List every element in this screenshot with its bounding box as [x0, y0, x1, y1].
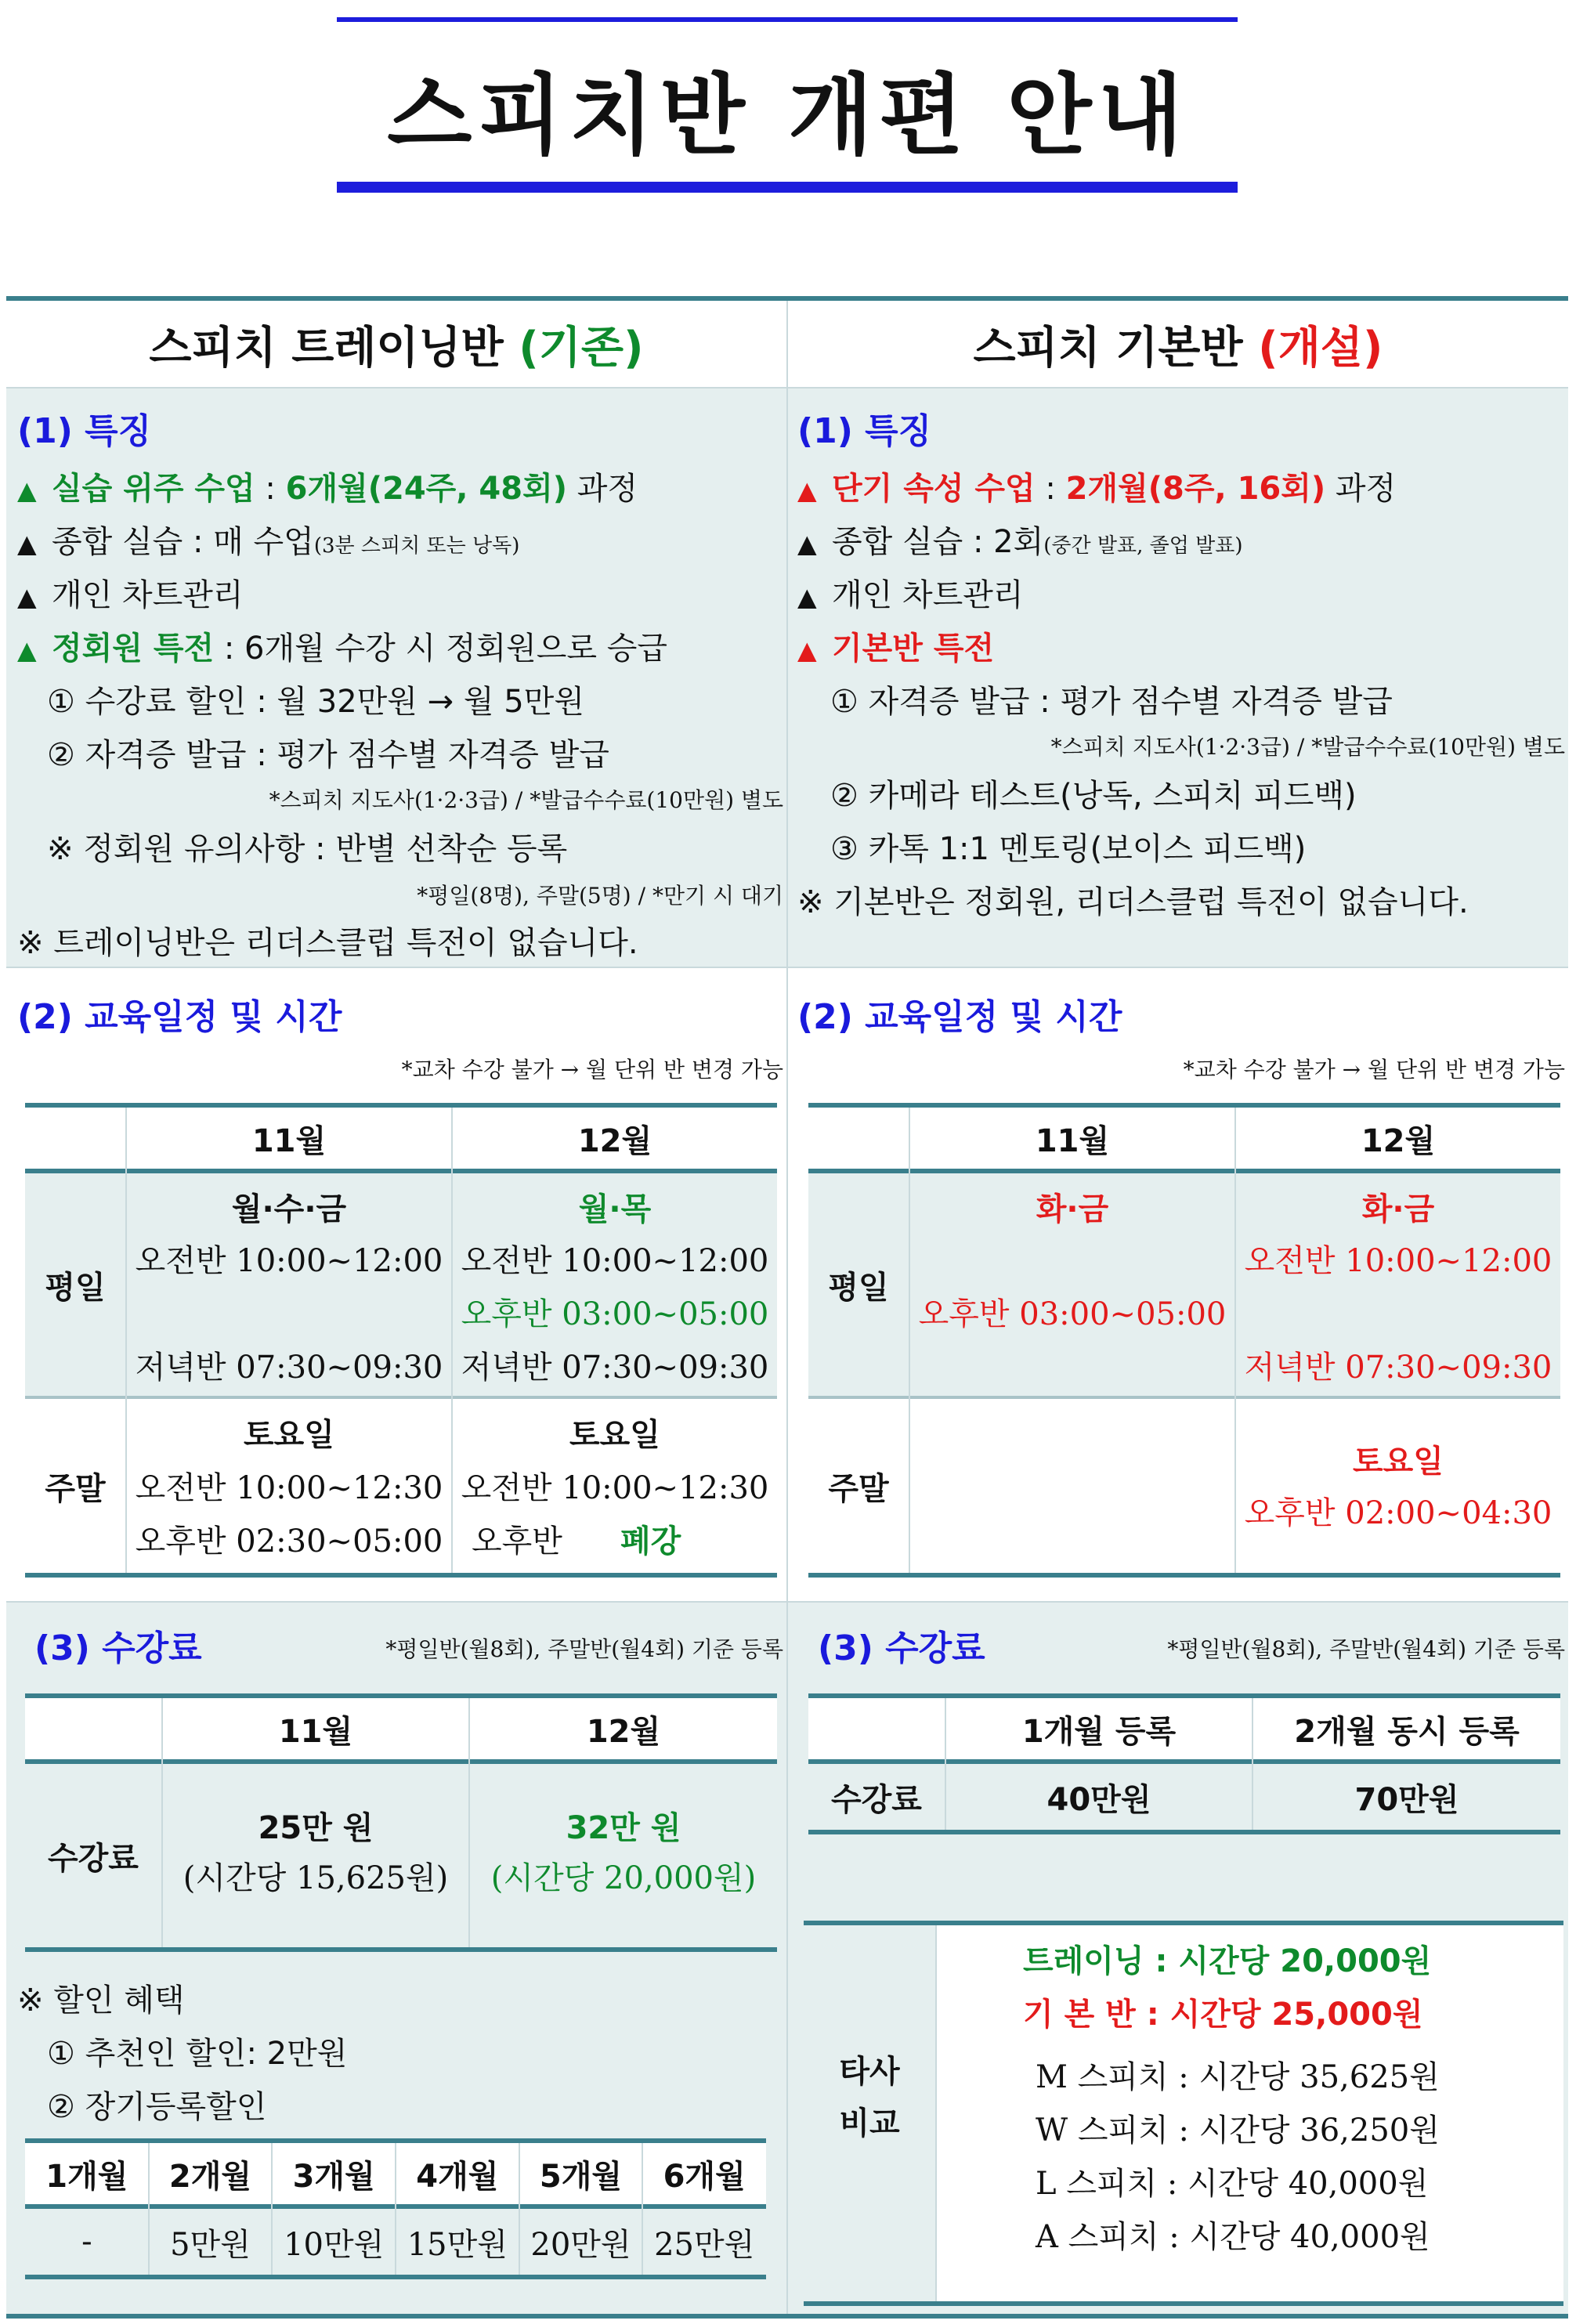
- fee-nov-cell: 25만 원 (시간당 15,625원): [183, 1810, 449, 1896]
- table-bottom-rule: [25, 2275, 766, 2279]
- triangle-up-icon: ▲: [17, 635, 37, 665]
- table-bottom-rule: [25, 1573, 777, 1578]
- triangle-up-icon: ▲: [17, 475, 37, 505]
- discount-value-cell: 20만원: [530, 2226, 631, 2263]
- discount-head-cell: 3개월: [292, 2158, 375, 2195]
- dec-weekend-cell: 토요일 오후반 02:00~04:30: [1244, 1444, 1553, 1531]
- column-divider: [786, 301, 788, 2314]
- left-feature-7: ※ 정회원 유의사항 : 반별 선착순 등록: [47, 831, 568, 867]
- discount-head-cell: 2개월: [168, 2158, 252, 2195]
- discount-value-cell: 5만원: [170, 2226, 251, 2263]
- table-col-line: [1234, 1108, 1236, 1573]
- fee-head-1m: 1개월 등록: [1021, 1713, 1177, 1750]
- nov-weekday-cell: 월·수·금 오전반 10:00~12:00 저녁반 07:30~09:30: [135, 1191, 443, 1386]
- right-feature-3: ▲ 개인 차트관리: [797, 577, 1024, 613]
- left-schedule-table: [25, 1103, 777, 1578]
- fee-val-2m: 70만원: [1354, 1781, 1459, 1818]
- discount-col-line: [642, 2143, 643, 2275]
- frame-bottom-rule: [6, 2314, 1568, 2319]
- right-schedule-note: *교차 수강 불가 → 월 단위 반 변경 가능: [1183, 1057, 1565, 1082]
- dec-weekday-cell: 화·금 오전반 10:00~12:00 저녁반 07:30~09:30: [1244, 1191, 1553, 1386]
- table-col-line: [125, 1108, 127, 1573]
- fee-head-2m: 2개월 동시 등록: [1294, 1713, 1520, 1750]
- closed-badge: 폐강: [620, 1523, 681, 1560]
- right-feature-4: ▲ 기본반 특전: [797, 631, 995, 667]
- page-title: 스피치반 개편 안내: [387, 65, 1189, 167]
- right-schedule-title: (2) 교육일정 및 시간: [797, 997, 1122, 1037]
- table-bottom-rule: [804, 2301, 1563, 2306]
- row-label-weekday: 평일: [45, 1269, 106, 1306]
- right-feature-5: ① 자격증 발급 : 평가 점수별 자격증 발급: [830, 684, 1393, 720]
- left-feature-6-note: *스피치 지도사(1·2·3급) / *발급수수료(10만원) 별도: [269, 787, 783, 813]
- right-feature-8: ※ 기본반은 정회원, 리더스클럽 특전이 없습니다.: [797, 884, 1469, 920]
- triangle-up-icon: ▲: [17, 582, 37, 612]
- left-features-title: (1) 특징: [17, 411, 152, 451]
- month-header: 12월: [1361, 1122, 1436, 1159]
- dec-weekday-cell: 월·목 오전반 10:00~12:00 오후반 03:00~05:00 저녁반 07:30~09:30: [461, 1191, 769, 1386]
- right-schedule-table: [808, 1103, 1560, 1578]
- discount-head-cell: 4개월: [416, 2158, 499, 2195]
- month-header: 11월: [251, 1122, 327, 1159]
- table-bottom-rule: [25, 1947, 777, 1952]
- month-header: 11월: [278, 1713, 353, 1750]
- triangle-up-icon: ▲: [797, 529, 817, 558]
- compare-basic-rate: 기 본 반 : 시간당 25,000원: [1023, 1997, 1423, 2033]
- triangle-up-icon: ▲: [797, 475, 817, 505]
- dec-weekend-cell: 토요일 오전반 10:00~12:30 오후반 폐강: [461, 1417, 769, 1560]
- triangle-up-icon: ▲: [797, 635, 817, 665]
- right-feature-5-note: *스피치 지도사(1·2·3급) / *발급수수료(10만원) 별도: [1050, 734, 1565, 760]
- right-feature-6: ② 카메라 테스트(낭독, 스피치 피드백): [830, 778, 1357, 814]
- table-col-line: [468, 1698, 470, 1947]
- table-bottom-rule: [808, 1830, 1560, 1834]
- month-header: 11월: [1035, 1122, 1110, 1159]
- row-label-weekend: 주말: [828, 1470, 889, 1507]
- row-label-weekend: 주말: [45, 1470, 106, 1507]
- table-bottom-rule: [808, 1573, 1560, 1578]
- left-column-header: 스피치 트레이닝반 (기존): [149, 323, 644, 374]
- discount-value-cell: -: [81, 2224, 92, 2260]
- discount-value-cell: 25만원: [654, 2226, 755, 2263]
- discount-head-cell: 6개월: [663, 2158, 746, 2195]
- right-header-tag: (개설): [1258, 323, 1383, 374]
- discount-title: ※ 할인 혜택: [17, 1982, 185, 2019]
- right-feature-7: ③ 카톡 1:1 멘토링(보이스 피드백): [830, 831, 1307, 867]
- left-feature-2: ▲ 종합 실습 : 매 수업(3분 스피치 또는 낭독): [17, 524, 520, 560]
- month-header: 12월: [586, 1713, 661, 1750]
- right-fee-note: *평일반(월8회), 주말반(월4회) 기준 등록: [1167, 1636, 1565, 1662]
- table-col-line: [451, 1108, 453, 1573]
- right-feature-2: ▲ 종합 실습 : 2회(중간 발표, 졸업 발표): [797, 524, 1243, 560]
- right-fee-table: [808, 1693, 1560, 1836]
- discount-head-cell: 1개월: [45, 2158, 128, 2195]
- compare-competitor-2: W 스피치 : 시간당 36,250원: [1036, 2113, 1440, 2149]
- fee-row-label: 수강료: [831, 1781, 922, 1818]
- left-fee-table: [25, 1693, 777, 1952]
- fee-dec-cell: 32만 원 (시간당 20,000원): [490, 1810, 757, 1896]
- compare-training-rate: 트레이닝 : 시간당 20,000원: [1023, 1943, 1432, 1979]
- nov-weekend-cell: 토요일 오전반 10:00~12:30 오후반 02:30~05:00: [135, 1417, 443, 1560]
- nov-weekday-cell: 화·금 오후반 03:00~05:00: [918, 1191, 1227, 1332]
- compare-competitor-3: L 스피치 : 시간당 40,000원: [1036, 2166, 1429, 2202]
- table-col-line: [1252, 1698, 1253, 1830]
- left-fee-note: *평일반(월8회), 주말반(월4회) 기준 등록: [385, 1636, 783, 1662]
- discount-referral: ① 추천인 할인: 2만원: [47, 2036, 348, 2072]
- left-feature-7-note: *평일(8명), 주말(5명) / *만기 시 대기: [417, 883, 783, 909]
- left-header-tag: (기존): [519, 323, 644, 374]
- fee-val-1m: 40만원: [1046, 1781, 1151, 1818]
- table-col-line: [909, 1108, 910, 1573]
- triangle-up-icon: ▲: [797, 582, 817, 612]
- left-feature-4: ▲ 정회원 특전 : 6개월 수강 시 정회원으로 승급: [17, 631, 668, 667]
- discount-value-cell: 10만원: [284, 2226, 385, 2263]
- table-col-line: [945, 1698, 946, 1830]
- discount-col-line: [395, 2143, 396, 2275]
- title-top-rule: [337, 17, 1238, 22]
- right-fee-title: (3) 수강료: [818, 1628, 985, 1668]
- right-feature-1: ▲ 단기 속성 수업 : 2개월(8주, 16회) 과정: [797, 471, 1397, 507]
- left-feature-3: ▲ 개인 차트관리: [17, 577, 244, 613]
- discount-col-line: [271, 2143, 273, 2275]
- discount-long-term: ② 장기등록할인: [47, 2089, 267, 2125]
- table-col-line: [161, 1698, 163, 1947]
- discount-head-cell: 5개월: [539, 2158, 623, 2195]
- compare-competitor-4: A 스피치 : 시간당 40,000원: [1036, 2219, 1430, 2255]
- right-column-header: 스피치 기본반 (개설): [973, 323, 1383, 374]
- discount-col-line: [519, 2143, 520, 2275]
- left-schedule-note: *교차 수강 불가 → 월 단위 반 변경 가능: [401, 1057, 783, 1082]
- left-schedule-title: (2) 교육일정 및 시간: [17, 997, 342, 1037]
- competitor-compare-box: [804, 1921, 1563, 2306]
- left-feature-6: ② 자격증 발급 : 평가 점수별 자격증 발급: [47, 737, 609, 773]
- row-label-weekday: 평일: [828, 1269, 889, 1306]
- discount-col-line: [148, 2143, 150, 2275]
- fee-row-label: 수강료: [48, 1840, 139, 1877]
- compare-label: 타사 비교: [839, 2054, 900, 2141]
- discount-value-cell: 15만원: [407, 2226, 508, 2263]
- compare-competitor-1: M 스피치 : 시간당 35,625원: [1036, 2059, 1440, 2095]
- month-header: 12월: [577, 1122, 652, 1159]
- left-feature-8: ※ 트레이닝반은 리더스클럽 특전이 없습니다.: [17, 925, 638, 961]
- left-fee-title: (3) 수강료: [34, 1628, 202, 1668]
- left-feature-5: ① 수강료 할인 : 월 32만원 → 월 5만원: [47, 684, 584, 720]
- right-features-title: (1) 특징: [797, 411, 932, 451]
- compare-col-line: [935, 1925, 937, 2301]
- left-feature-1: ▲ 실습 위주 수업 : 6개월(24주, 48회) 과정: [17, 471, 638, 507]
- triangle-up-icon: ▲: [17, 529, 37, 558]
- title-bottom-rule: [337, 182, 1238, 193]
